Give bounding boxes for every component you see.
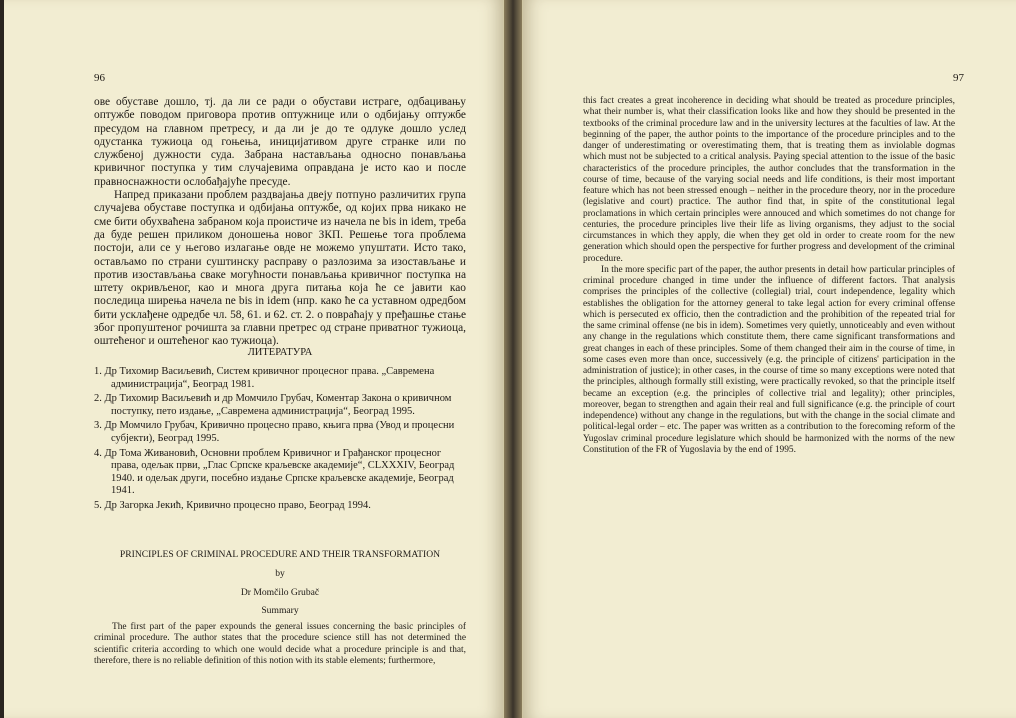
- paragraph: In the more specific part of the paper, the author presents in detail how particular principles of criminal procedure changed in time under the influence of different factors. That analysis comprises the principles of the collective (collegial) trial, court independence, legality which establishes the obligation for the attorney general to take legal action for every criminal offense which is persecuted ex officio, then the contradiction and the prohibition of the repeated trial for the same criminal offense (ne bis in idem). Sometimes very quietly, unnoticeably and even without any change in the regulations which constitute them, there came significant transformations and great changes in each of these principles. Some of them changed their aim in the course of time, in some cases even more than once, successively (e.g. the principle of citizens' participation in the administration of justice); in other cases, in the course of time so many exceptions were noted that the principles, although formally still existing, were practically revoked, so that the principle itself became an exception (e.g. the principles of collective trial and legality); other principles, moreover, began to strengthen and again their real and full significance (e.g. the principle of court independence) without any change in the regulations, but with the change in the social climate and political-legal order – etc. The paper was written as a contribution to the forecoming reform of the Yugoslav criminal procedure legislature which should be harmonized with the norms of the new Constitution of the FR of Yugoslavia by the end of 1995.: [583, 264, 955, 455]
- right-page-number: 97: [953, 72, 964, 84]
- summary-by: by: [275, 568, 285, 579]
- reference-item: 3. Др Момчило Грубач, Кривично процесно право, књига прва (Увод и процесни субјекти), Београд 1995.: [94, 420, 455, 444]
- paragraph: Напред приказани проблем раздвајања двеју потпуно различитих група случајева обуставе поступка и одбијања оптужбе, од којих прва никако не сме бити обухваћена забраном која проистиче из начела ne bis in idem, треба да буде решен приликом доношења новог ЗКП. Решење тога проблема постоји, али се у његово излагање овде не можемо упуштати. Исто тако, остављамо по страни суштинску расправу о разлозима за изостављање и против изостављања сваке могућности понављања кривичног поступка на штету окривљеног, као и многа друга питања која ће се јавити као последица ширења начела ne bis in idem (нпр. како ће са уставном одредбом бити усклађене одредбе чл. 58, 61. и 62. ст. 2. о повраћају у пређашње стање због пропуштеног рочишта за главни претрес од стране приватног тужиоца, оштећеног и оштећеног као тужиоца).: [94, 189, 466, 348]
- reference-item: 1. Др Тихомир Васиљевић, Систем кривичног процесног права. „Савремена администрација“, Београд 1981.: [94, 366, 435, 390]
- left-body-text: [94, 96, 466, 349]
- references-list: [94, 366, 466, 515]
- book-gutter: [504, 0, 522, 718]
- paragraph: this fact creates a great incoherence in deciding what should be treated as procedure principles, what their number is, what their classification looks like and how they should be presented in the textbooks of the criminal procedure law and in the university lectures at the faculties of law. At the beginning of the paper, the author points to the importance of the procedure principles and to the danger of underestimating or overestimating them, that is treating them as inviolable dogmas which must not be subjected to a critical analysis. Paying special attention to the issue of the basic characteristics of the procedure principles, the author concludes that the transformation in the course of time, because of the varying social needs and life conditions, is their most important feature which has not been stressed enough – neither in the procedure theory, nor in the procedure (legislative and court) practice. The author find that, in spite of the constitutional legal proclamations in which certain principles were annouced and which sometimes do not change for centuries, the procedure principles live their life as living organisms, they adjust to the social circumstances in which they apply, die when they get old in order to create room for the new generation which should open the perspective for further progress and development of the criminal procedure.: [583, 96, 955, 264]
- left-page-number: 96: [94, 72, 105, 84]
- reference-item: 4. Др Тома Живановић, Основни проблем Кривичног и Грађанског процесног права, одељак први, „Глас Српске краљевске академије“, CLXXXIV, Београд 1940. и одељак други, посебно издање Српске краљевске академије, Београд 1941.: [94, 447, 455, 497]
- reference-item: 5. Др Загорка Јекић, Кривично процесно право, Београд 1994.: [94, 499, 371, 511]
- paragraph: The first part of the paper expounds the general issues concerning the basic principles of criminal procedure. The author states that the procedure science still has not determined the scientific criteria according to which one would decide what a procedure principle is and that, therefore, there is no reliable definition of this notion with its stable elements; furthermore,: [94, 622, 466, 666]
- summary-author: Dr Momčilo Grubač: [240, 587, 320, 598]
- left-page: [4, 0, 504, 718]
- paragraph: ове обуставе дошло, тј. да ли се ради о обустави истраге, одбацивању оптужбе поводом приговора против оптужнице или о одбијању оптужбе пресудом на главном претресу, и да ли је до те одлуке дошло услед одустанка тужиоца од гоњења, иницијативом друге странке или по службеној дужности суда. Забрана настављања односно понављања кривичног поступка у тим случајевима оправдана је исто као и после правноснажности ослобађајуће пресуде.: [94, 96, 466, 188]
- summary-label: Summary: [261, 605, 299, 616]
- summary-title: PRINCIPLES OF CRIMINAL PROCEDURE AND THEIR TRANSFORMATION: [119, 549, 441, 560]
- references-title: ЛИТЕРАТУРА: [247, 347, 313, 358]
- summary-text: [94, 622, 466, 667]
- reference-item: 2. Др Тихомир Васиљевић и др Момчило Грубач, Коментар Закона о кривичном поступку, пето издање, „Савремена администрација“, Београд 1995.: [94, 393, 452, 417]
- right-body-text: [583, 96, 955, 456]
- right-page: [522, 0, 1016, 718]
